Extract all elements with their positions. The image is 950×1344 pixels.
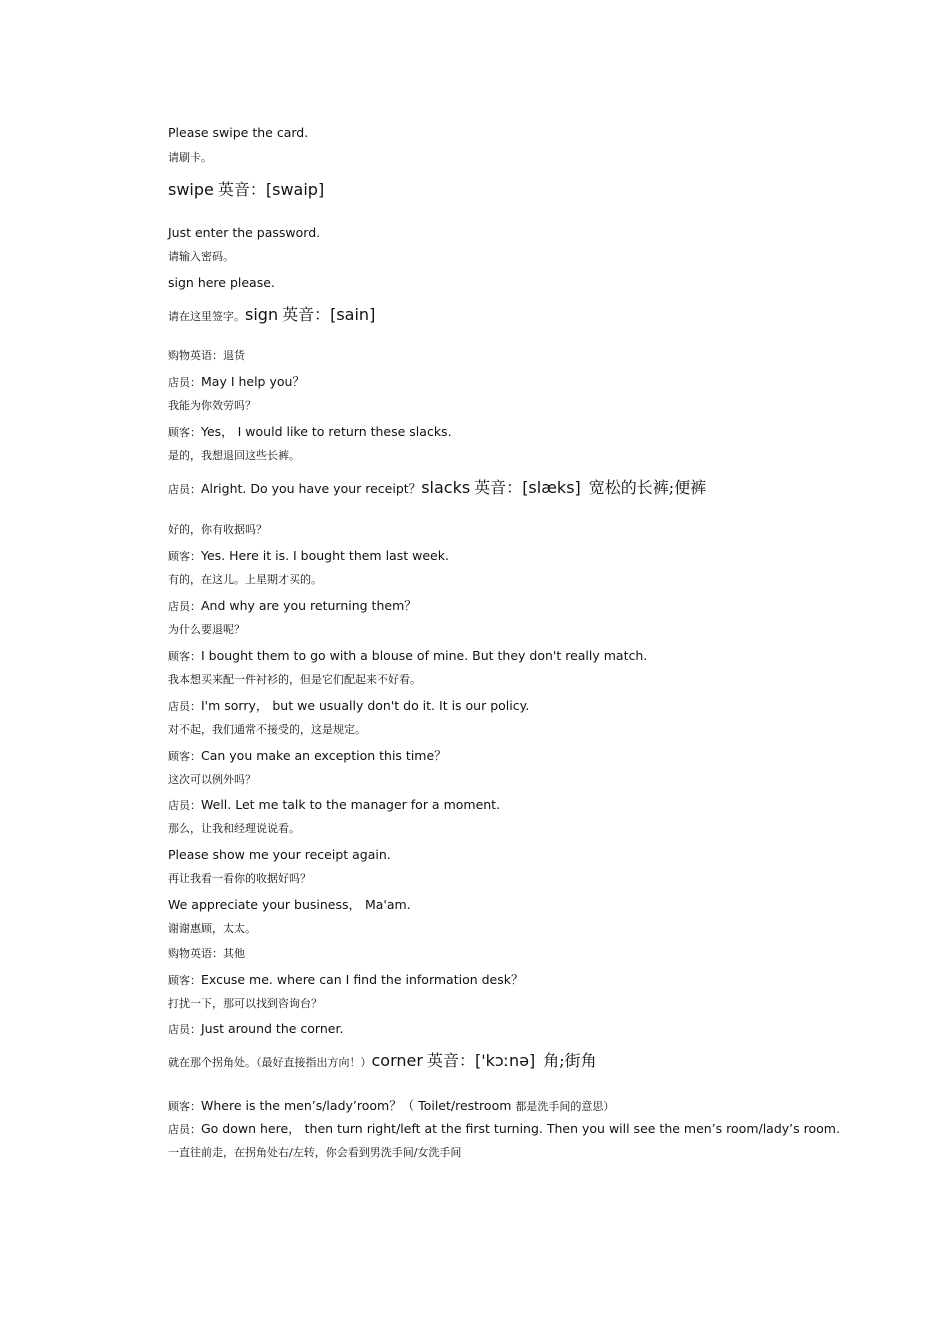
vocab-ipa: [swaip] xyxy=(265,180,325,199)
vocab-label: 英音： xyxy=(426,1051,475,1070)
speaker-label: 店员： xyxy=(168,483,201,496)
speaker-label: 店员： xyxy=(168,1123,201,1136)
dialogue-line xyxy=(168,698,529,713)
text-line: Please swipe the card. xyxy=(168,125,309,140)
dialogue-text: Alright. Do you have your receipt？ xyxy=(201,481,422,496)
speaker-label: 店员： xyxy=(168,600,201,613)
speaker-label: 店员： xyxy=(168,1023,201,1036)
vocab-note-corner xyxy=(168,1051,597,1071)
translation-line: 我本想买来配一件衬衫的，但是它们配起来不好看。 xyxy=(168,673,421,686)
dialogue-text: I bought them to go with a blouse of mine. But they don't really match. xyxy=(201,648,648,663)
vocab-ipa: [sain] xyxy=(330,305,376,324)
text-line: We appreciate your business， Ma'am. xyxy=(168,897,411,912)
translation-line: 有的，在这儿。上星期才买的。 xyxy=(168,573,322,586)
dialogue-line xyxy=(168,598,417,613)
translation-line: 为什么要退呢？ xyxy=(168,623,245,636)
dialogue-line xyxy=(168,972,524,987)
dialogue-text: Can you make an exception this time？ xyxy=(201,748,447,763)
translation-line: 再让我看一看你的收据好吗？ xyxy=(168,872,311,885)
vocab-label: 英音： xyxy=(217,180,266,199)
vocab-definition: 角;街角 xyxy=(543,1051,597,1070)
dialogue-line xyxy=(168,648,647,663)
vocab-label: 英音： xyxy=(282,305,331,324)
text-line: 请输入密码。 xyxy=(168,250,234,263)
vocab-note-swipe xyxy=(168,180,324,200)
speaker-label: 顾客： xyxy=(168,974,201,987)
speaker-label: 顾客： xyxy=(168,1100,201,1113)
dialogue-text: Go down here， then turn right/left at the first turning. Then you will see the men’s room/lady’s room. xyxy=(201,1121,840,1136)
dialogue-line xyxy=(168,748,447,763)
dialogue-line xyxy=(168,1021,343,1036)
speaker-label: 顾客： xyxy=(168,750,201,763)
speaker-label: 顾客： xyxy=(168,550,201,563)
speaker-label: 顾客： xyxy=(168,650,201,663)
text-segment: 就在那个拐角处。（最好直接指出方向！） xyxy=(168,1056,372,1069)
dialogue-line xyxy=(168,1121,840,1136)
vocab-word: sign xyxy=(245,305,279,324)
vocab-ipa: ['kɔːnə] xyxy=(474,1051,536,1070)
vocab-word: slacks xyxy=(421,478,471,497)
translation-line: 谢谢惠顾，太太。 xyxy=(168,922,256,935)
dialogue-text: Where is the men’s/lady’room？（ Toilet/restroom xyxy=(201,1098,512,1113)
dialogue-line xyxy=(168,374,305,389)
translation-line: 对不起，我们通常不接受的，这是规定。 xyxy=(168,723,366,736)
dialogue-text: Well. Let me talk to the manager for a moment. xyxy=(201,797,501,812)
translation-line: 打扰一下，那可以找到咨询台？ xyxy=(168,997,322,1010)
dialogue-text: Yes. Here it is. I bought them last week. xyxy=(201,548,449,563)
text-line: Please show me your receipt again. xyxy=(168,847,391,862)
dialogue-line xyxy=(168,1096,614,1115)
section-heading: 购物英语：其他 xyxy=(168,947,245,960)
dialogue-text: Just around the corner. xyxy=(201,1021,344,1036)
dialogue-line-with-vocab xyxy=(168,478,706,498)
dialogue-text: Yes， I would like to return these slacks. xyxy=(201,424,452,439)
translation-line: 那么，让我和经理说说看。 xyxy=(168,822,300,835)
section-heading: 购物英语：退货 xyxy=(168,349,245,362)
translation-line: 我能为你效劳吗？ xyxy=(168,399,256,412)
text-segment: 请在这里签字。 xyxy=(168,310,245,323)
translation-line: 是的，我想退回这些长裤。 xyxy=(168,449,300,462)
vocab-ipa: [slæks] xyxy=(522,478,581,497)
dialogue-text: And why are you returning them？ xyxy=(201,598,417,613)
speaker-label: 店员： xyxy=(168,700,201,713)
text-line: 请刷卡。 xyxy=(168,151,212,164)
translation-line: 这次可以例外吗？ xyxy=(168,773,256,786)
dialogue-text: I'm sorry， but we usually don't do it. It is our policy. xyxy=(201,698,530,713)
speaker-label: 店员： xyxy=(168,799,201,812)
dialogue-line xyxy=(168,424,452,439)
dialogue-text: Excuse me. where can I find the information desk？ xyxy=(201,972,524,987)
vocab-word: corner xyxy=(371,1051,423,1070)
text-line: sign here please. xyxy=(168,275,275,290)
dialogue-line xyxy=(168,548,449,563)
translation-line: 一直往前走，在拐角处右/左转，你会看到男洗手间/女洗手间 xyxy=(168,1146,462,1159)
vocab-label: 英音： xyxy=(474,478,523,497)
vocab-word: swipe xyxy=(168,180,214,199)
dialogue-line xyxy=(168,797,500,812)
text-line: Just enter the password. xyxy=(168,225,321,240)
dialogue-note: 都是洗手间的意思） xyxy=(515,1100,615,1113)
dialogue-text: May I help you？ xyxy=(201,374,305,389)
vocab-definition: 宽松的长裤;便裤 xyxy=(588,478,707,497)
speaker-label: 店员： xyxy=(168,376,201,389)
speaker-label: 顾客： xyxy=(168,426,201,439)
translation-line: 好的，你有收据吗？ xyxy=(168,523,267,536)
vocab-note-sign xyxy=(168,305,375,325)
